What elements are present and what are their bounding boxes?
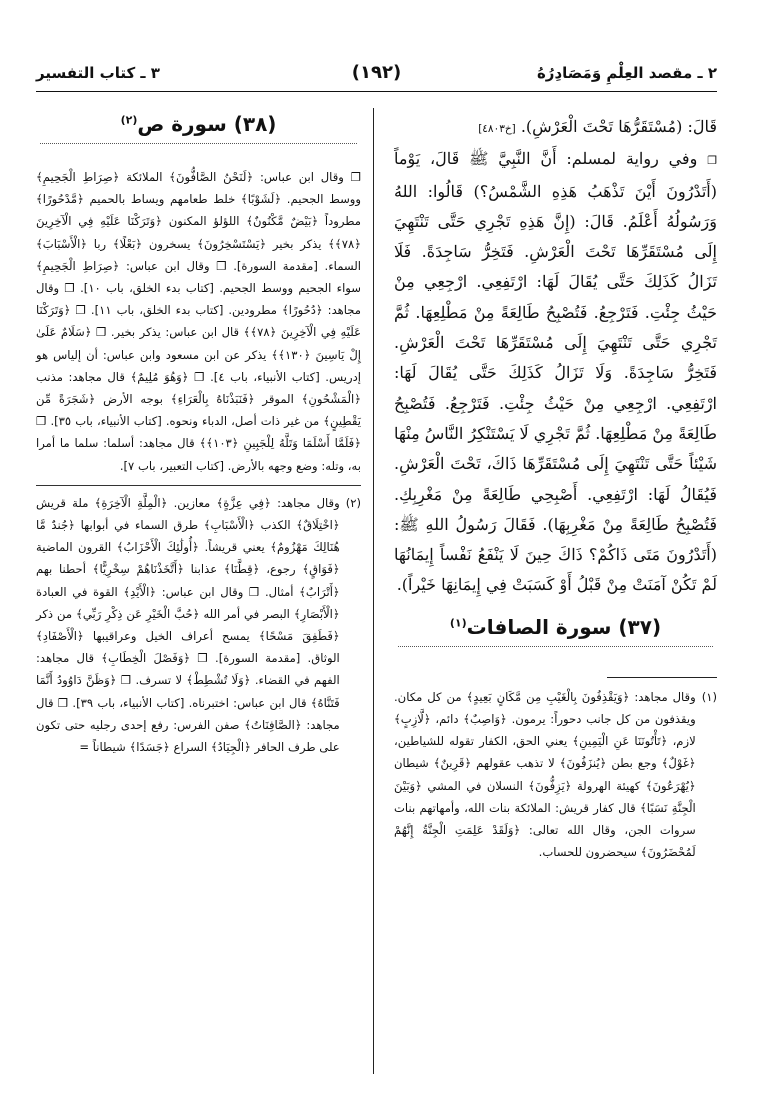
dotted-separator: [398, 645, 713, 647]
footnote-number: (١): [701, 689, 717, 704]
page-number: (١٩٢): [351, 62, 402, 83]
hadith-line: قَالَ: (مُسْتَقَرُّهَا تَحْتَ الْعَرْشِ).: [520, 117, 717, 136]
hadith-reference: [خ٤٨٠٣]: [478, 123, 516, 135]
footnote: [36, 492, 361, 758]
right-column: [394, 112, 717, 863]
right-main-text: [394, 112, 717, 601]
sura-title-text: (٣٧) سورة الصافات: [466, 614, 662, 639]
left-commentary: [36, 166, 361, 477]
footnote: [394, 686, 717, 864]
footnote-number: (٢): [345, 495, 361, 510]
section-marker-icon: ❐: [707, 154, 717, 168]
footnote-text: وقال مجاهد: ﴿وَيَقْذِفُونَ بِالْغَيْبِ مِن مَّكَانٍ بَعِيدٍ﴾ من كل مكان. ويقذفون من كل جانب دحوراً: يرمون. ﴿وَاصِبٌ﴾ دائم، ﴿لَّازِبٍ﴾ لازم، ﴿تَأْتُونَنَا عَنِ الْيَمِينِ﴾ يعني الحق، الكفار تقوله للشياطين، ﴿غَوْلٌ﴾ وجع بطن ﴿يُنزَفُونَ﴾ لا تذهب عقولهم ﴿قَرِينٌ﴾ شيطان ﴿يُهْرَعُونَ﴾ كهيئة الهرولة ﴿يَزِفُّونَ﴾ النسلان في المشي ﴿وَبَيْنَ الْجِنَّةِ نَسَبًا﴾ قال كفار قريش: الملائكة بنات الله، وأمهاتهم بنات سروات الجن، وقال الله تعالى: ﴿وَلَقَدْ عَلِمَتِ الْجِنَّةُ إِنَّهُمْ لَمُحْضَرُونَ﴾ سيحضرون للحساب.: [394, 689, 696, 860]
header-chapter-title: ٣ ـ كتاب التفسير: [36, 64, 160, 82]
dotted-separator: [40, 142, 357, 144]
sura-footnote-marker: (١): [449, 616, 467, 630]
hadith-intro-line: [394, 112, 717, 144]
column-divider: [373, 108, 374, 1074]
footnote-rule: [36, 485, 361, 486]
right-footnote-block: [394, 677, 717, 864]
sura-footnote-marker: (٢): [120, 113, 138, 127]
commentary-text: ❐ وقال ابن عباس: ﴿لَنَحْنُ الصَّافُّونَ﴾ الملائكة ﴿صِرَاطِ الْجَحِيمِ﴾ ووسط الجحيم. ﴿لَشَوْبًا﴾ خلط طعامهم ويساط بالحميم ﴿مَّدْحُورًا﴾ مطروداً ﴿بَيْضٌ مَّكْنُونٌ﴾ اللؤلؤ المكنون ﴿وَتَرَكْنَا عَلَيْهِ فِي الْآخِرِينَ ﴿٧٨﴾﴾ يذكر بخير ﴿يَسْتَسْخِرُونَ﴾ يسخرون ﴿بَعْلًا﴾ ربا ﴿الْأَسْبَابَ﴾ السماء. [مقدمة السورة]. ❐ وقال ابن عباس: ﴿صِرَاطِ الْجَحِيمِ﴾ سواء الجحيم ووسط الجحيم. [كتاب بدء الخلق، باب ١٠]. ❐ وقال مجاهد: ﴿دُحُورًا﴾ مطرودين. [كتاب بدء الخلق، باب ١١]. ❐ ﴿وَتَرَكْنَا عَلَيْهِ فِي الْآخِرِينَ ﴿٧٨﴾﴾ قال ابن عباس: يذكر بخير. ❐ ﴿سَلَامٌ عَلَىٰ إِلْ يَاسِينَ ﴿١٣٠﴾﴾ يذكر عن ابن مسعود وابن عباس: أن إلياس هو إدريس. [كتاب الأنبياء، باب ٤]. ❐ ﴿وَهُوَ مُلِيمٌ﴾ قال مجاهد: مذنب ﴿الْمَشْحُونِ﴾ الموقر ﴿فَنَبَذْنَاهُ بِالْعَرَاءِ﴾ بوجه الأرض ﴿شَجَرَةً مِّن يَقْطِينٍ﴾ من غير ذات أصل، الدباء ونحوه. [كتاب الأنبياء، باب ٣٥]. ❐ ﴿فَلَمَّا أَسْلَمَا وَتَلَّهُ لِلْجَبِينِ ﴿١٠٣﴾﴾ قال مجاهد: أسلما: سلما ما أمرا به، وتله: وضع وجهه بالأرض. [كتاب التعبير، باب ٧].: [36, 170, 362, 473]
footnote-text: وقال مجاهد: ﴿فِي عِزَّةٍ﴾ معازين. ﴿الْمِلَّةِ الْآخِرَةِ﴾ ملة قريش ﴿اخْتِلَاقٌ﴾ الكذب ﴿الْأَسْبَابِ﴾ طرق السماء في أبوابها ﴿جُندٌ مَّا هُنَالِكَ مَهْزُومٌ﴾ يعني قريشاً. ﴿أُولَٰئِكَ الْأَحْزَابُ﴾ القرون الماضية ﴿فَوَاقٍ﴾ رجوع، ﴿قِطَّنَا﴾ عذابنا ﴿أَتَّخَذْنَاهُمْ سِخْرِيًّا﴾ أحطنا بهم ﴿أَتْرَابٌ﴾ أمثال. ❐ وقال ابن عباس: ﴿الْأَيْدِ﴾ القوة في العبادة ﴿الْأَبْصَارِ﴾ البصر في أمر الله ﴿حُبَّ الْخَيْرِ عَن ذِكْرِ رَبِّي﴾ من ذكر ﴿فَطَفِقَ مَسْحًا﴾ يمسح أعراف الخيل وعراقيبها ﴿الْأَصْفَادِ﴾ الوثاق. [مقدمة السورة]. ❐ ﴿وَفَصْلَ الْخِطَابِ﴾ قال مجاهد: الفهم في القضاء. ﴿وَلَا تُشْطِطْ﴾ لا تسرف. ❐ ﴿وَظَنَّ دَاوُودُ أَنَّمَا فَتَنَّاهُ﴾ قال ابن عباس: اختبرناه. [كتاب الأنبياء، باب ٣٩]. ❐ قال مجاهد: ﴿الصَّافِنَاتُ﴾ صفن الفرس: رفع إحدى رجليه حتى تكون على طرف الحافر ﴿الْجِيَادُ﴾ السراع ﴿جَسَدًا﴾ شيطاناً =: [36, 495, 340, 755]
footnote-rule: [607, 677, 717, 678]
left-column: [36, 112, 361, 758]
sura-title-text: (٣٨) سورة ص: [137, 112, 277, 136]
hadith-text: وفي رواية لمسلم: أَنَّ النَّبِيَّ ﷺ قَالَ، يَوْماً (أَتَدْرُونَ أَيْنَ تَذْهَبُ هَذِهِ الشَّمْسُ؟) قَالُوا: اللهُ وَرَسُولُهُ أَعْلَمُ. قَالَ: (إِنَّ هَذِهِ تَجْرِي حَتَّى تَنْتَهِيَ إِلَى مُسْتَقَرِّهَا تَحْتَ الْعَرْشِ. فَتَخِرُّ سَاجِدَةً. فَلَا تَزَالُ كَذَلِكَ حَتَّى يُقَالَ لَهَا: ارْتَفِعِي. ارْجِعِي مِنْ حَيْثُ جِئْتِ. فَتَرْجِعُ. فَتُصْبِحُ طَالِعَةً مِنْ مَطْلِعِهَا. ثُمَّ تَجْرِي حَتَّى تَنْتَهِيَ إِلَى مُسْتَقَرِّهَا تَحْتَ الْعَرْشِ. فَتَخِرُّ سَاجِدَةً. وَلَا تَزَالُ كَذَلِكَ حَتَّى يُقَالَ لَهَا: ارْتَفِعِي. ارْجِعِي مِنْ حَيْثُ جِئْتِ. فَتَرْجِعُ. فَتُصْبِحُ طَالِعَةً مِنْ مَطْلِعِهَا. ثُمَّ تَجْرِي لَا يَسْتَنْكِرُ النَّاسُ مِنْهَا شَيْئاً حَتَّى تَنْتَهِيَ إِلَى مُسْتَقَرِّهَا ذَاكَ، تَحْتَ الْعَرْشِ. فَيُقَالُ لَهَا: ارْتَفِعِي. أَصْبِحِي طَالِعَةً مِنْ مَغْرِبِكِ. فَتُصْبِحُ طَالِعَةً مِنْ مَغْرِبِهَا). فَقَالَ رَسُولُ اللهِ ﷺ: (أَتَدْرُونَ مَتَى ذَاكُمْ؟ ذَاكَ حِينَ لَا يَنْفَعُ نَفْساً إِيمَانُهَا لَمْ تَكُنْ آمَنَتْ مِنْ قَبْلُ أَوْ كَسَبَتْ فِي إِيمَانِهَا خَيْراً).: [394, 149, 717, 595]
header-section-title: ٢ ـ مقصد العِلْمِ وَمَصَادِرُهُ: [536, 64, 717, 82]
sura-heading-saffat: [394, 615, 717, 647]
page-header: [36, 56, 717, 92]
sura-heading-sad: [36, 112, 361, 144]
hadith-paragraph: [394, 144, 717, 600]
